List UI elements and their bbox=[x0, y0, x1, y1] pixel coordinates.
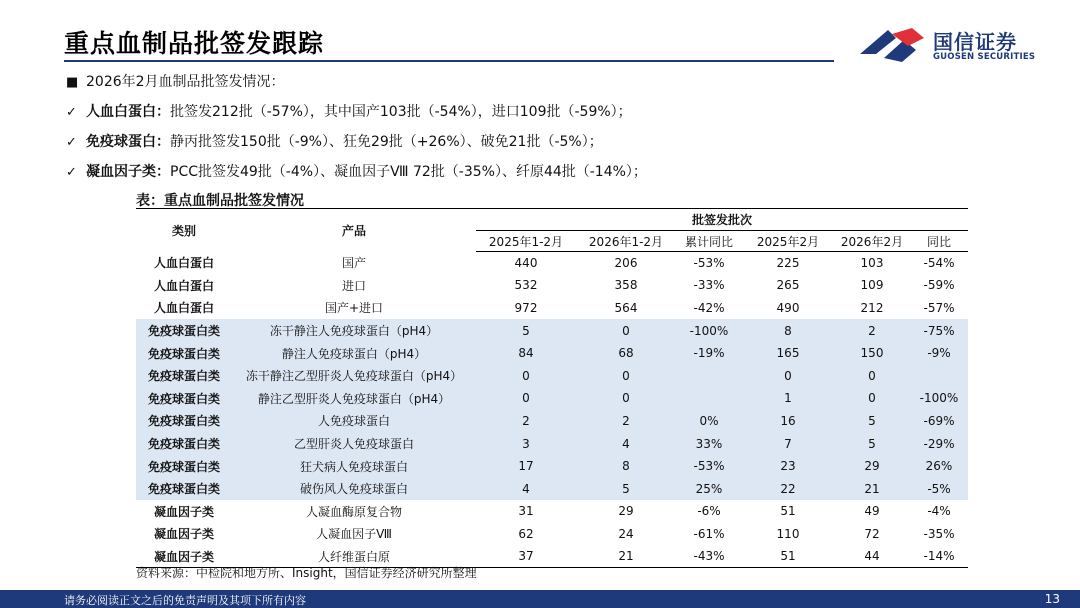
cell-product: 静注乙型肝炎人免疫球蛋白（pH4） bbox=[232, 387, 476, 410]
cell-value: 23 bbox=[742, 455, 834, 478]
cell-value: 0 bbox=[576, 319, 676, 342]
bullet-label: 凝血因子类： bbox=[86, 164, 170, 180]
header-2025-feb: 2025年2月 bbox=[742, 231, 834, 252]
cell-value: 33% bbox=[676, 432, 742, 455]
cell-category: 免疫球蛋白类 bbox=[136, 477, 232, 500]
bullet-text: 批签发212批（-57%），其中国产103批（-54%），进口109批（-59%）； bbox=[170, 104, 632, 120]
logo-chinese-name: 国信证券 bbox=[933, 30, 1017, 54]
cell-value: 972 bbox=[514, 300, 538, 315]
header-category: 类别 bbox=[171, 223, 196, 238]
cell-value: 5 bbox=[576, 477, 676, 500]
cell-category: 人血白蛋白 bbox=[153, 301, 214, 316]
cell-value: 265 bbox=[776, 278, 800, 293]
cell-category: 凝血因子类 bbox=[153, 504, 214, 519]
cell-category: 凝血因子类 bbox=[136, 545, 232, 568]
cell-value: 44 bbox=[834, 545, 910, 568]
cell-value: -53% bbox=[676, 455, 742, 478]
page-number: 13 bbox=[1044, 592, 1060, 606]
cell-product: 乙型肝炎人免疫球蛋白 bbox=[232, 432, 476, 455]
cell-value: 490 bbox=[776, 300, 800, 315]
cell-value: 51 bbox=[780, 504, 796, 519]
cell-product: 狂犬病人免疫球蛋白 bbox=[232, 455, 476, 478]
cell-value: -4% bbox=[927, 504, 951, 519]
cell-value: -69% bbox=[910, 410, 968, 433]
cell-value: -75% bbox=[910, 319, 968, 342]
table-row bbox=[136, 387, 968, 410]
cell-value: -6% bbox=[697, 504, 721, 519]
cell-value: 0 bbox=[576, 387, 676, 410]
cell-value: 5 bbox=[834, 410, 910, 433]
batch-release-table bbox=[136, 208, 968, 568]
cell-value: -42% bbox=[693, 300, 725, 315]
cell-category: 免疫球蛋白类 bbox=[136, 455, 232, 478]
bullet-coagulation bbox=[66, 161, 966, 191]
cell-value: 225 bbox=[776, 256, 800, 271]
cell-product: 进口 bbox=[341, 278, 366, 293]
cell-value: -54% bbox=[923, 256, 955, 271]
cell-product: 人纤维蛋白原 bbox=[232, 545, 476, 568]
cell-value: 212 bbox=[860, 300, 884, 315]
cell-value: 49 bbox=[864, 504, 880, 519]
table-row bbox=[136, 410, 968, 433]
bullet-albumin bbox=[66, 101, 966, 131]
cell-value: 22 bbox=[742, 477, 834, 500]
cell-value bbox=[676, 364, 742, 387]
cell-value: 8 bbox=[576, 455, 676, 478]
cell-value: -5% bbox=[910, 477, 968, 500]
cell-value: -35% bbox=[923, 526, 955, 541]
cell-value bbox=[676, 387, 742, 410]
guosen-logo-icon bbox=[858, 24, 928, 64]
cell-value bbox=[910, 364, 968, 387]
bullet-immunoglobulin bbox=[66, 131, 966, 161]
cell-value: 25% bbox=[676, 477, 742, 500]
header-cumulative-yoy: 累计同比 bbox=[676, 231, 742, 252]
cell-category: 免疫球蛋白类 bbox=[136, 364, 232, 387]
table-row bbox=[136, 252, 968, 275]
cell-value: 358 bbox=[614, 278, 638, 293]
bullet-text: 静丙批签发150批（-9%）、狂免29批（+26%）、破免21批（-5%）； bbox=[170, 134, 603, 150]
cell-value: -100% bbox=[910, 387, 968, 410]
cell-value: 68 bbox=[576, 342, 676, 365]
cell-value: 26% bbox=[910, 455, 968, 478]
cell-value: 564 bbox=[614, 300, 638, 315]
cell-value: 0 bbox=[834, 387, 910, 410]
cell-value: 5 bbox=[834, 432, 910, 455]
cell-value: 84 bbox=[476, 342, 576, 365]
bullet-summary-heading bbox=[66, 71, 966, 101]
bullet-text: PCC批签发49批（-4%）、凝血因子Ⅷ 72批（-35%）、纤原44批（-14%）； bbox=[170, 164, 647, 180]
cell-value: 5 bbox=[476, 319, 576, 342]
cell-value: -33% bbox=[693, 278, 725, 293]
checkmark-icon: ✓ bbox=[66, 135, 77, 150]
title-divider bbox=[64, 60, 834, 62]
header-batch-count: 批签发批次 bbox=[476, 209, 968, 231]
cell-value: 29 bbox=[834, 455, 910, 478]
table-row bbox=[136, 342, 968, 365]
cell-category: 凝血因子类 bbox=[153, 527, 214, 542]
cell-product: 静注人免疫球蛋白（pH4） bbox=[232, 342, 476, 365]
cell-value: 29 bbox=[618, 504, 634, 519]
header-2026-feb: 2026年2月 bbox=[834, 231, 910, 252]
cell-value: -29% bbox=[910, 432, 968, 455]
cell-value: 21 bbox=[834, 477, 910, 500]
cell-value: -57% bbox=[923, 300, 955, 315]
cell-category: 免疫球蛋白类 bbox=[136, 319, 232, 342]
cell-value: -100% bbox=[676, 319, 742, 342]
cell-value: 0 bbox=[576, 364, 676, 387]
cell-value: 0 bbox=[476, 387, 576, 410]
cell-value: 17 bbox=[476, 455, 576, 478]
cell-category: 免疫球蛋白类 bbox=[136, 432, 232, 455]
bullet-label: 人血白蛋白： bbox=[86, 104, 170, 120]
data-source-note: 资料来源：中检院和地方所、Insight，国信证券经济研究所整理 bbox=[136, 566, 477, 580]
cell-value: 165 bbox=[742, 342, 834, 365]
cell-value: 206 bbox=[614, 256, 638, 271]
cell-value: 0 bbox=[476, 364, 576, 387]
cell-category: 人血白蛋白 bbox=[153, 278, 214, 293]
cell-value: 21 bbox=[576, 545, 676, 568]
cell-value: 2 bbox=[834, 319, 910, 342]
cell-value: -53% bbox=[693, 256, 725, 271]
summary-bullets bbox=[66, 71, 966, 191]
table-row bbox=[136, 274, 968, 297]
cell-category: 免疫球蛋白类 bbox=[136, 342, 232, 365]
cell-product: 人免疫球蛋白 bbox=[232, 410, 476, 433]
cell-value: 62 bbox=[518, 526, 534, 541]
table-row bbox=[136, 297, 968, 320]
table-row bbox=[136, 523, 968, 546]
cell-value: 109 bbox=[860, 278, 884, 293]
cell-value: 4 bbox=[476, 477, 576, 500]
footer-bar bbox=[0, 590, 1080, 608]
cell-value: 1 bbox=[742, 387, 834, 410]
cell-value: 0% bbox=[676, 410, 742, 433]
table-row bbox=[136, 477, 968, 500]
cell-value: -14% bbox=[910, 545, 968, 568]
cell-value: 8 bbox=[742, 319, 834, 342]
cell-product: 破伤风人免疫球蛋白 bbox=[232, 477, 476, 500]
table-row bbox=[136, 455, 968, 478]
cell-product: 冻干静注乙型肝炎人免疫球蛋白（pH4） bbox=[232, 364, 476, 387]
page-title: 重点血制品批签发跟踪 bbox=[64, 29, 325, 58]
disclaimer-text: 请务必阅读正文之后的免责声明及其项下所有内容 bbox=[64, 594, 306, 607]
cell-category: 免疫球蛋白类 bbox=[136, 410, 232, 433]
cell-value: 103 bbox=[860, 256, 884, 271]
cell-value: -9% bbox=[910, 342, 968, 365]
cell-value: 110 bbox=[776, 526, 800, 541]
header-product: 产品 bbox=[341, 223, 366, 238]
checkmark-icon: ✓ bbox=[66, 105, 77, 120]
header-2026-jan-feb: 2026年1-2月 bbox=[576, 231, 676, 252]
table-caption: 表：重点血制品批签发情况 bbox=[136, 193, 304, 209]
cell-value: 3 bbox=[476, 432, 576, 455]
cell-value: 31 bbox=[518, 504, 534, 519]
cell-value: 0 bbox=[742, 364, 834, 387]
checkmark-icon: ✓ bbox=[66, 165, 77, 180]
cell-value: 7 bbox=[742, 432, 834, 455]
cell-category: 免疫球蛋白类 bbox=[136, 387, 232, 410]
cell-value: 16 bbox=[742, 410, 834, 433]
table-row bbox=[136, 432, 968, 455]
header-2025-jan-feb: 2025年1-2月 bbox=[476, 231, 576, 252]
cell-value: 2 bbox=[476, 410, 576, 433]
cell-value: -61% bbox=[693, 526, 725, 541]
logo-english-name: GUOSEN SECURITIES bbox=[933, 52, 1036, 62]
table-row bbox=[136, 364, 968, 387]
cell-value: -19% bbox=[676, 342, 742, 365]
cell-value: 4 bbox=[576, 432, 676, 455]
cell-value: 440 bbox=[514, 256, 538, 271]
cell-value: -59% bbox=[923, 278, 955, 293]
cell-value: 51 bbox=[742, 545, 834, 568]
table-row bbox=[136, 500, 968, 523]
square-bullet-icon: ■ bbox=[66, 75, 79, 90]
table-row bbox=[136, 319, 968, 342]
cell-value: 150 bbox=[834, 342, 910, 365]
bullet-label: 免疫球蛋白： bbox=[86, 134, 170, 150]
cell-product: 国产 bbox=[341, 256, 366, 271]
cell-product: 人凝血酶原复合物 bbox=[305, 504, 402, 519]
cell-value: 37 bbox=[476, 545, 576, 568]
cell-value: 532 bbox=[514, 278, 538, 293]
cell-category: 人血白蛋白 bbox=[153, 256, 214, 271]
cell-value: -43% bbox=[676, 545, 742, 568]
cell-value: 72 bbox=[864, 526, 880, 541]
header-yoy: 同比 bbox=[910, 231, 968, 252]
guosen-logo bbox=[858, 24, 1038, 68]
cell-value: 0 bbox=[834, 364, 910, 387]
cell-value: 2 bbox=[576, 410, 676, 433]
cell-product: 国产+进口 bbox=[324, 301, 384, 316]
bullet-text: 2026年2月血制品批签发情况： bbox=[86, 74, 285, 90]
cell-value: 24 bbox=[618, 526, 634, 541]
cell-product: 人凝血因子Ⅷ bbox=[316, 527, 392, 542]
cell-product: 冻干静注人免疫球蛋白（pH4） bbox=[232, 319, 476, 342]
